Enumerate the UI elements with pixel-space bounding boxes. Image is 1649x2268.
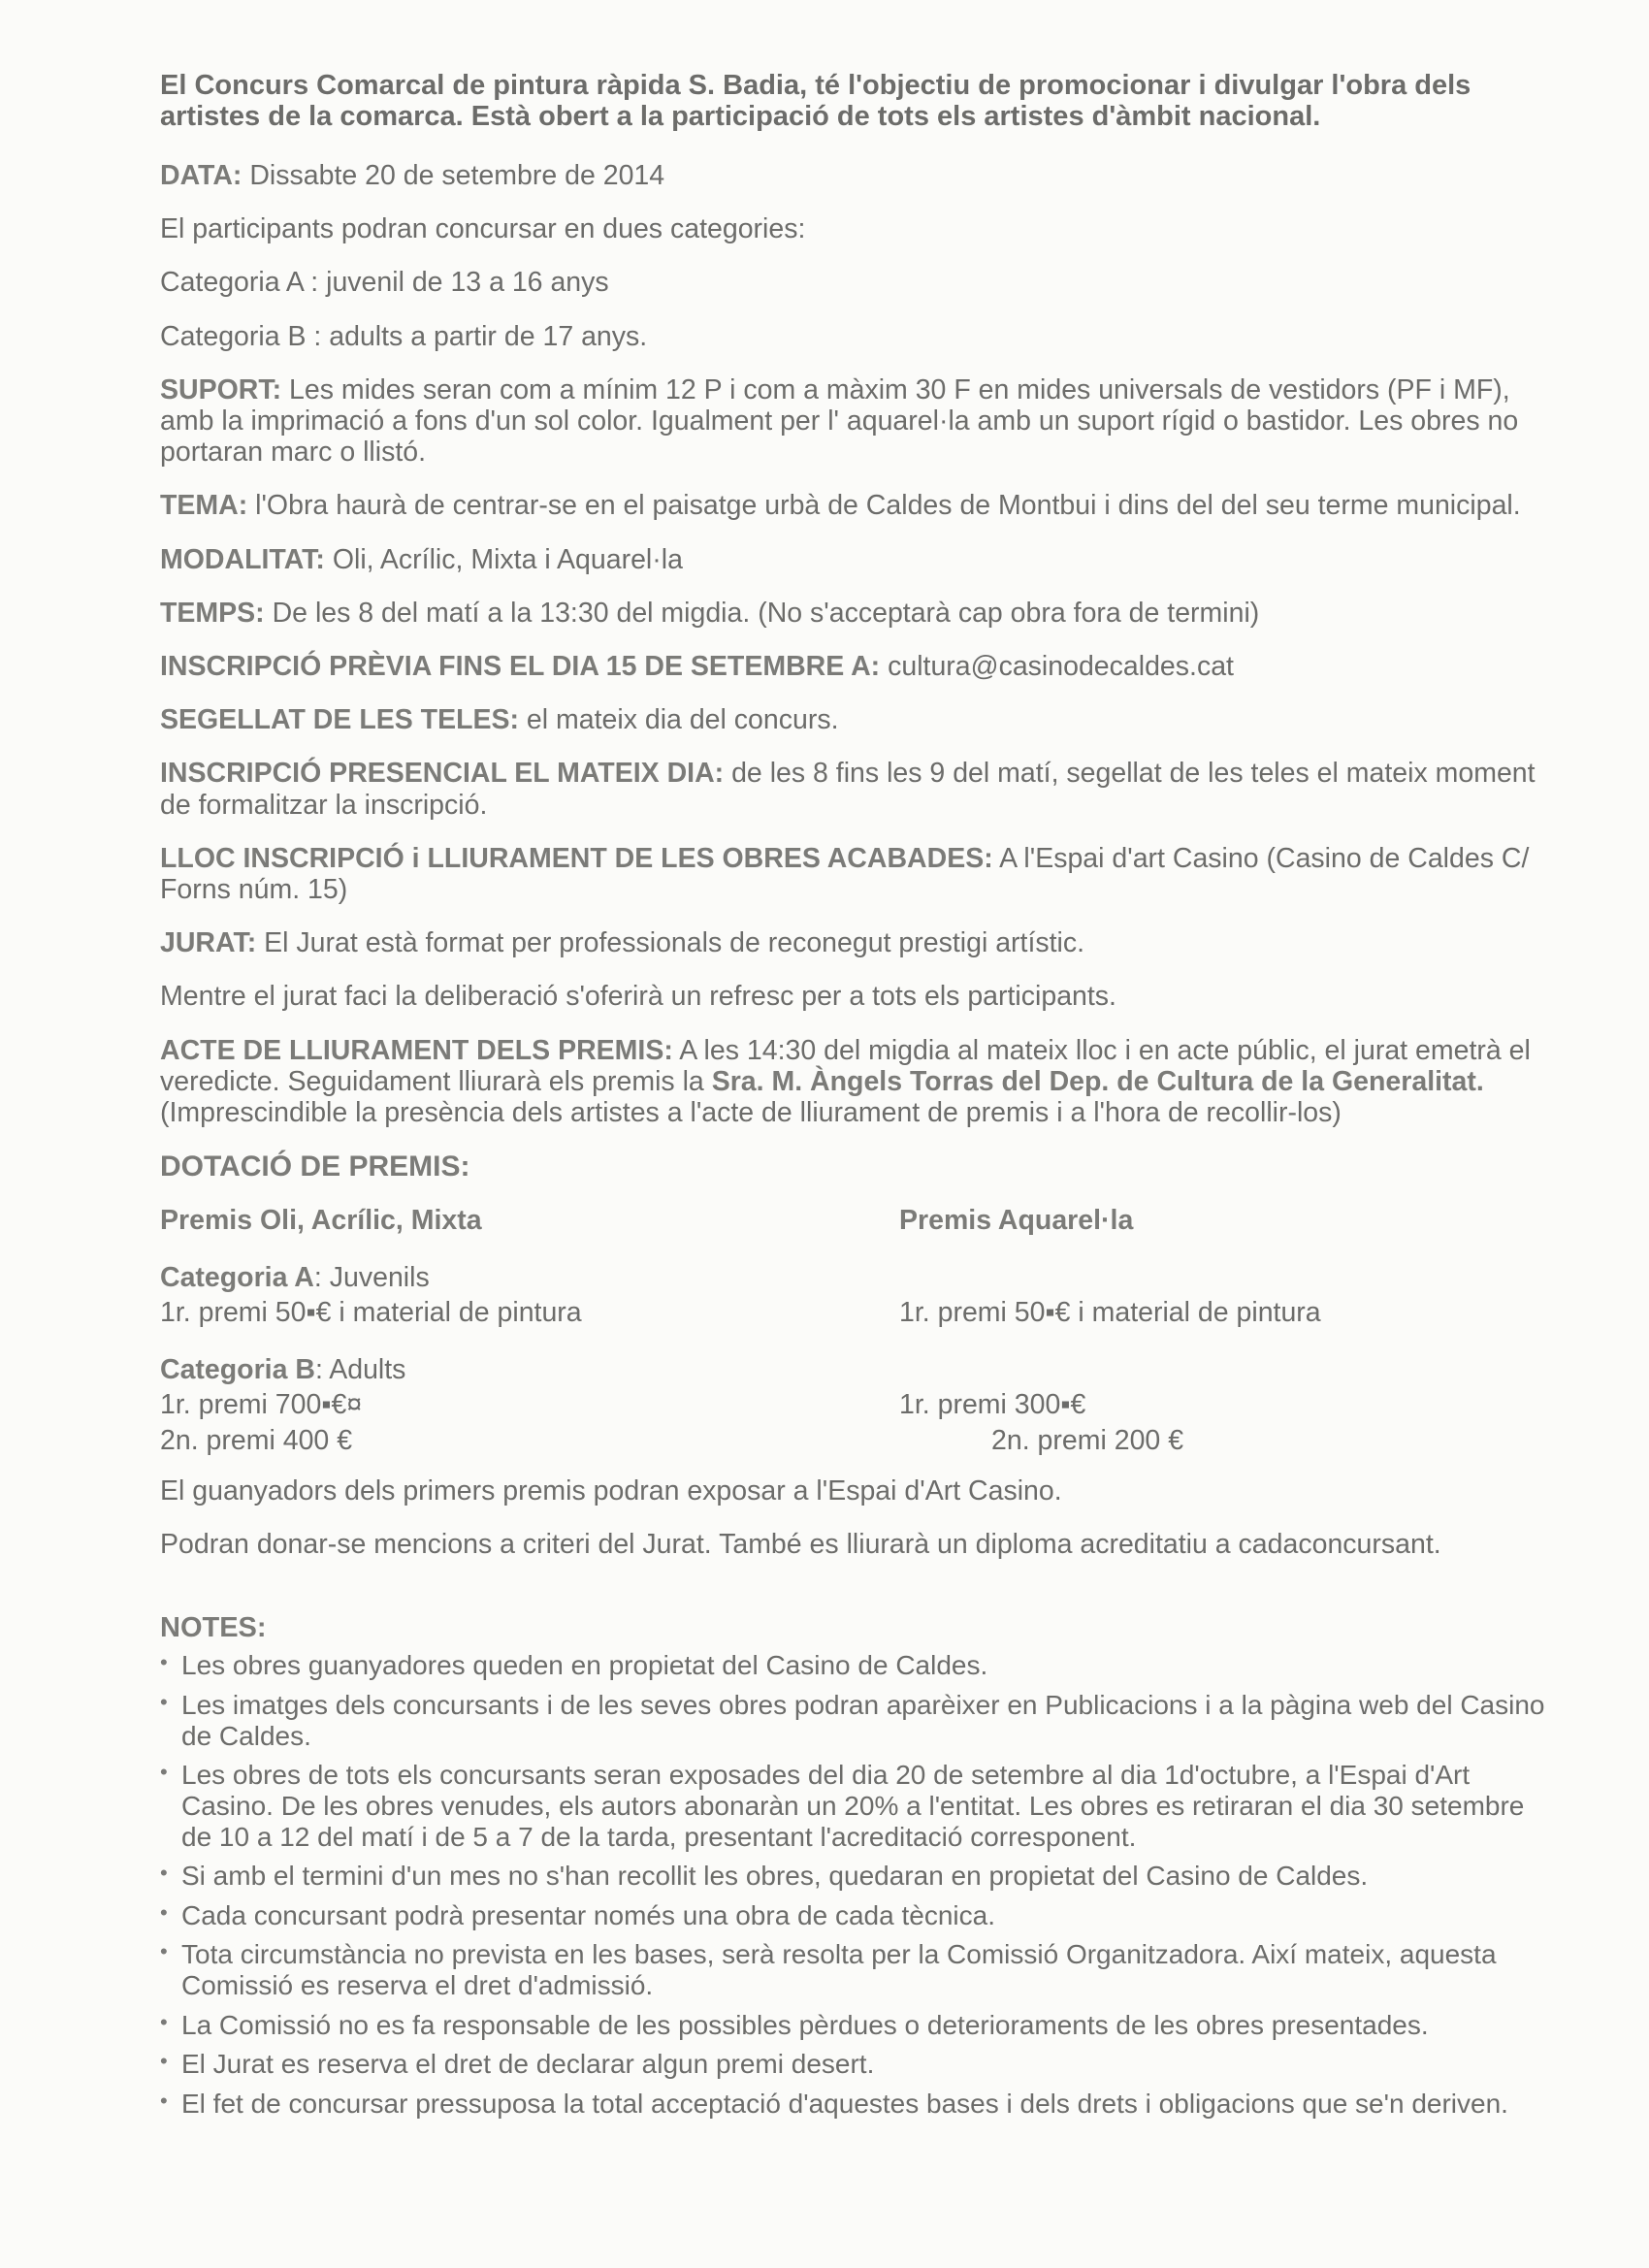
- lloc-label: LLOC INSCRIPCIÓ i LLIURAMENT DE LES OBRES ACABADES:: [160, 842, 993, 874]
- categoria-a-line: Categoria A : juvenil de 13 a 16 anys: [160, 267, 609, 299]
- temps-label: TEMPS:: [160, 597, 265, 629]
- suport-paragraph: [160, 374, 1557, 469]
- jurat-line: [160, 927, 1557, 958]
- segellat-label: SEGELLAT DE LES TELES:: [160, 704, 519, 736]
- prizes-right-column: [899, 1203, 1557, 1458]
- inscripcio-previa-label: INSCRIPCIÓ PRÈVIA FINS EL DIA 15 DE SETEMBRE A:: [160, 650, 881, 682]
- temps-value: De les 8 del matí a la 13:30 del migdia. (No s'acceptarà cap obra fora de termini): [264, 597, 1260, 629]
- cat-a-value: : Juvenils: [313, 1261, 430, 1293]
- inscripcio-presencial-paragraph: [160, 758, 1557, 820]
- cat-a-label: Categoria A: [160, 1261, 314, 1293]
- intro-paragraph: El Concurs Comarcal de pintura ràpida S. Badia, té l'objectiu de promocionar i divulgar l'obra dels artistes de la comarca. Està obert a la participació de tots els artistes d'àmbit nacional.: [160, 70, 1471, 133]
- lloc-paragraph: [160, 843, 1557, 905]
- right-b-prize-2: 2n. premi 200 €: [991, 1424, 1184, 1456]
- note-item: • Si amb el termini d'un mes no s'han recollit les obres, quedaran en propietat del Casino de Caldes.: [160, 1861, 1557, 1892]
- temps-line: [160, 598, 1557, 629]
- refresc-line: Mentre el jurat faci la deliberació s'oferirà un refresc per a tots els participants.: [160, 981, 1116, 1013]
- note-item: • El Jurat es reserva el dret de declarar algun premi desert.: [160, 2049, 1557, 2080]
- data-value: Dissabte 20 de setembre de 2014: [242, 159, 665, 191]
- inscripcio-presencial-label: INSCRIPCIÓ PRESENCIAL EL MATEIX DIA:: [160, 758, 725, 790]
- notes-title: NOTES:: [160, 1612, 267, 1644]
- inscripcio-previa-line: [160, 651, 1557, 682]
- data-label: DATA:: [160, 159, 242, 191]
- tema-value: l'Obra haurà de centrar-se en el paisatge urbà de Caldes de Montbui i dins del del seu terme municipal.: [247, 490, 1521, 522]
- notes-list: [160, 1650, 1557, 2119]
- document-body: [160, 70, 1557, 2128]
- inscripcio-previa-email: cultura@casinodecaldes.cat: [880, 650, 1234, 682]
- note-item: • La Comissió no es fa responsable de les possibles pèrdues o deterioraments de les obres presentades.: [160, 2010, 1557, 2041]
- jurat-value: El Jurat està format per professionals de reconegut prestigi artístic.: [256, 927, 1085, 959]
- cat-b-heading: [160, 1352, 899, 1387]
- note-item: • Les obres de tots els concursants seran exposades del dia 20 de setembre al dia 1d'octubre, a l'Espai d'Art Casino. De les obres venudes, els autors abonaràn un 20% a l'entitat. Les obres es retiraran el dia 30 setembre de 10 a 12 del matí i de 5 a 7 de la tarda, presentant l'acreditació corresponent.: [160, 1760, 1557, 1852]
- acte-value-2: (Imprescindible la presència dels artistes a l'acte de lliurament de premis i a l'hora de recollir-los): [160, 1097, 1342, 1128]
- note-item: • El fet de concursar pressuposa la total acceptació d'aquestes bases i dels drets i obligacions que se'n deriven.: [160, 2089, 1557, 2120]
- tema-label: TEMA:: [160, 490, 248, 522]
- left-a-prize-1: 1r. premi 50▪€ i material de pintura: [160, 1297, 582, 1329]
- modalitat-value: Oli, Acrílic, Mixta i Aquarel·la: [324, 543, 683, 575]
- lloc-value: A l'Espai d'art Casino (Casino de Caldes C/ Forns núm. 15): [160, 842, 1530, 905]
- acte-presenter: Sra. M. Àngels Torras del Dep. de Cultura de la Generalitat.: [711, 1065, 1484, 1097]
- suport-label: SUPORT:: [160, 373, 282, 405]
- left-b-prize-2: 2n. premi 400 €: [160, 1424, 353, 1456]
- note-item: • Cada concursant podrà presentar només una obra de cada tècnica.: [160, 1900, 1557, 1931]
- tema-paragraph: [160, 490, 1557, 521]
- acte-label: ACTE DE LLIURAMENT DELS PREMIS:: [160, 1034, 673, 1066]
- acte-paragraph: [160, 1035, 1557, 1129]
- prizes-right-title: Premis Aquarel·la: [899, 1205, 1134, 1237]
- right-a-prize-1: 1r. premi 50▪€ i material de pintura: [899, 1297, 1321, 1329]
- categoria-b-line: Categoria B : adults a partir de 17 anys.: [160, 320, 648, 352]
- note-item: • Tota circumstància no prevista en les bases, serà resolta per la Comissió Organitzadora. Així mateix, aquesta Comissió es reserva el dret d'admissió.: [160, 1939, 1557, 2000]
- prizes-table: [160, 1203, 1557, 1458]
- note-item: • Les obres guanyadores queden en propietat del Casino de Caldes.: [160, 1650, 1557, 1681]
- modalitat-label: MODALITAT:: [160, 543, 325, 575]
- note-item: • Les imatges dels concursants i de les seves obres podran aparèixer en Publicacions i a la pàgina web del Casino de Caldes.: [160, 1690, 1557, 1751]
- prizes-left-column: [160, 1203, 899, 1458]
- left-b-prize-1: 1r. premi 700▪€¤: [160, 1389, 363, 1421]
- cat-b-value: : Adults: [314, 1353, 406, 1385]
- mencions-line: Podran donar-se mencions a criteri del Jurat. També es lliurarà un diploma acreditatiu a cadaconcursant.: [160, 1529, 1441, 1561]
- cat-b-label: Categoria B: [160, 1353, 315, 1385]
- jurat-label: JURAT:: [160, 927, 257, 959]
- dotacio-title: DOTACIÓ DE PREMIS:: [160, 1150, 470, 1183]
- segellat-line: [160, 704, 1557, 735]
- categories-intro: El participants podran concursar en dues categories:: [160, 213, 806, 245]
- right-b-prize-1: 1r. premi 300▪€: [899, 1389, 1086, 1421]
- prizes-left-title: Premis Oli, Acrílic, Mixta: [160, 1205, 482, 1237]
- inscripcio-presencial-value: de les 8 fins les 9 del matí, segellat de les teles el mateix moment de formalitzar la inscripció.: [160, 758, 1536, 821]
- cat-a-heading: [160, 1260, 899, 1295]
- guanyadors-line: El guanyadors dels primers premis podran exposar a l'Espai d'Art Casino.: [160, 1475, 1062, 1507]
- modalitat-line: [160, 544, 1557, 575]
- acte-value-1: A les 14:30 del migdia al mateix lloc i en acte públic, el jurat emetrà el veredicte. Seguidament lliurarà els premis la: [160, 1034, 1531, 1097]
- segellat-value: el mateix dia del concurs.: [519, 704, 839, 736]
- suport-value: Les mides seran com a mínim 12 P i com a màxim 30 F en mides universals de vestidors (PF i MF), amb la imprimació a fons d'un sol color. Igualment per l' aquarel·la amb un suport rígid o bastidor. Les obres no portaran marc o llistó.: [160, 373, 1519, 469]
- data-line: [160, 160, 1557, 191]
